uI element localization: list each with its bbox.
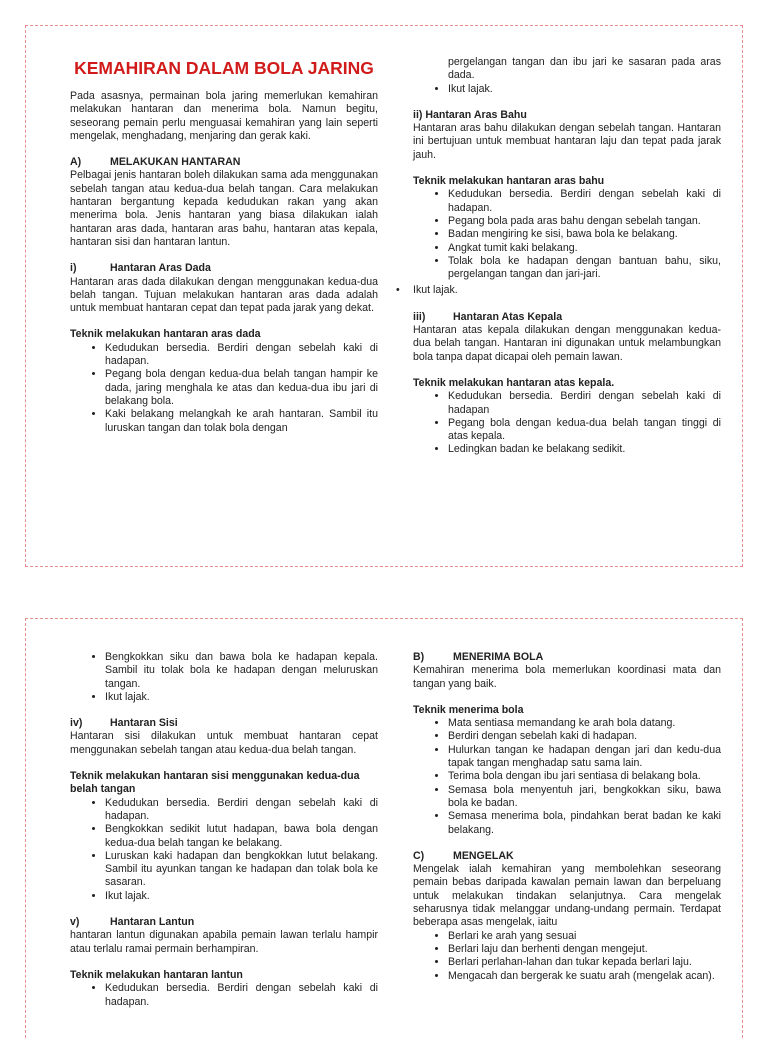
list-item: • Semasa menerima bola, pindahkan berat badan ke kaki belakang. (448, 810, 721, 837)
section-v-text: hantaran lantun digunakan apabila pemain lawan terlalu hampir atau terlalu ramai permain berhampiran. (70, 929, 378, 955)
section-b-heading: B) MENERIMA BOLA (413, 651, 544, 663)
section-iv-text: Hantaran sisi dilakukan untuk membuat hantaran cepat menggunakan sebelah tangan atau kedua-dua belah tangan. (70, 730, 378, 756)
list-item: • Badan mengiring ke sisi, bawa bola ke belakang. (448, 228, 721, 241)
list-item: • Kaki belakang melangkah ke arah hantaran. Sambil itu luruskan tangan dan tolak bola dengan (105, 408, 378, 435)
page2-right-column (413, 651, 721, 983)
technique-heading: Teknik melakukan hantaran sisi menggunakan kedua-dua belah tangan (70, 770, 360, 796)
technique-heading: Teknik melakukan hantaran lantun (70, 968, 243, 981)
technique-list (413, 717, 721, 837)
page1-left-column (70, 58, 378, 435)
list-item: • Bengkokkan sedikit lutut hadapan, bawa bola dengan kedua-dua belah tangan ke belakang. (105, 823, 378, 850)
list-item: • Hulurkan tangan ke hadapan dengan jari dan kedu-dua tapak tangan menghadap satu sama lain. (448, 744, 721, 771)
list-item: • Kedudukan bersedia. Berdiri dengan sebelah kaki di hadapan (448, 390, 721, 417)
page-title: KEMAHIRAN DALAM BOLA JARING (74, 58, 374, 78)
continued-text: pergelangan tangan dan ibu jari ke sasaran pada aras dada. (448, 56, 721, 82)
list-item: • Mata sentiasa memandang ke arah bola datang. (448, 717, 721, 730)
technique-list (70, 342, 378, 435)
list-item: • Luruskan kaki hadapan dan bengkokkan lutut belakang. Sambil itu ayunkan tangan ke hadapan dan tolak bola ke sasaran. (105, 850, 378, 890)
list-item: • Angkat tumit kaki belakang. (448, 242, 721, 255)
list-item: • Pegang bola dengan kedua-dua belah tangan tinggi di atas kepala. (448, 417, 721, 444)
section-c-text: Mengelak ialah kemahiran yang membolehkan seseorang pemain bebas daripada kawalan pemain lawan dan berpeluang untuk melakukan tindakan selanjutnya. Cara mengelak seharusnya tidak melanggar undang-undang permain. Terdapat beberapa asas mengelak, iaitu (413, 863, 721, 929)
technique-list (70, 797, 378, 903)
list-item: • Ikut lajak. (105, 890, 378, 903)
list-item: • Pegang bola dengan kedua-dua belah tangan hampir ke dada, jaring menghala ke atas dan kedua-dua ibu jari di belakang bola. (105, 368, 378, 408)
list-item: • Berlari perlahan-lahan dan tukar kepada berlari laju. (448, 956, 721, 969)
list-item: • Pegang bola pada aras bahu dengan sebelah tangan. (448, 215, 721, 228)
technique-heading: Teknik melakukan hantaran aras dada (70, 328, 261, 341)
list-item: • Kedudukan bersedia. Berdiri dengan sebelah kaki di hadapan. (105, 797, 378, 824)
section-b-text: Kemahiran menerima bola memerlukan koordinasi mata dan tangan yang baik. (413, 664, 721, 690)
technique-heading: Teknik menerima bola (413, 703, 524, 716)
technique-list (70, 982, 378, 1009)
section-ii-text: Hantaran aras bahu dilakukan dengan sebelah tangan. Hantaran ini bertujuan untuk membuat hantaran laju dan tepat pada jarak jauh. (413, 122, 721, 161)
section-i-text: Hantaran aras dada dilakukan dengan menggunakan kedua-dua belah tangan. Tujuan melakukan hantaran aras dada adalah untuk membuat hantaran cepat dan tepat pada jarak yang dekat. (70, 275, 378, 315)
list-item: • Terima bola dengan ibu jari sentiasa di belakang bola. (448, 770, 721, 783)
list-item: • Ikut lajak. (105, 691, 378, 704)
list-item: • Berlari ke arah yang sesuai (448, 930, 721, 943)
list-item: • Tolak bola ke hadapan dengan bantuan bahu, siku, pergelangan tangan dan jari-jari. (448, 255, 721, 282)
list-item: • Mengacah dan bergerak ke suatu arah (mengelak acan). (448, 970, 721, 983)
section-iv-heading: iv) Hantaran Sisi (70, 717, 178, 730)
list-item: • Kedudukan bersedia. Berdiri dengan sebelah kaki di hadapan. (105, 982, 378, 1009)
page1-right-column (396, 56, 721, 457)
section-iii-text: Hantaran atas kepala dilakukan dengan menggunakan kedua-dua belah tangan. Hantaran ini digunakan untuk melambungkan bola tanpa dapat dicapai oleh pemain lawan. (413, 324, 721, 363)
document-page-1 (25, 25, 743, 567)
technique-heading: Teknik melakukan hantaran aras bahu (413, 175, 605, 188)
section-iii-heading: iii) Hantaran Atas Kepala (413, 310, 563, 323)
section-ii-heading: ii) Hantaran Aras Bahu (413, 108, 527, 121)
list-item: • Ikut lajak. (396, 284, 458, 297)
list-item: • Berlari laju dan berhenti dengan mengejut. (448, 943, 721, 956)
list-item: • Kedudukan bersedia. Berdiri dengan sebelah kaki di hadapan. (105, 342, 378, 369)
page2-left-column (70, 651, 378, 1009)
technique-list (70, 651, 378, 704)
list-item: • Kedudukan bersedia. Berdiri dengan sebelah kaki di hadapan. (448, 188, 721, 215)
section-i-heading: i) Hantaran Aras Dada (70, 262, 211, 275)
list-item: • Berdiri dengan sebelah kaki di hadapan. (448, 730, 721, 743)
list-item: • Ikut lajak. (448, 83, 721, 96)
technique-list (413, 188, 721, 281)
intro-paragraph: Pada asasnya, permainan bola jaring memerlukan kemahiran melakukan hantaran dan menerima bola. Namun begitu, seseorang pemain perlu menguasai kemahiran yang lain seperti mengelak, menghadang, menjaring dan gerak kaki. (70, 90, 378, 142)
list-item: • Ledingkan badan ke belakang sedikit. (448, 443, 721, 456)
document-page-2 (25, 618, 743, 1038)
section-a-heading: A) MELAKUKAN HANTARAN (70, 156, 241, 169)
technique-list (413, 390, 721, 456)
technique-heading: Teknik melakukan hantaran atas kepala. (413, 376, 615, 389)
technique-list (413, 83, 721, 96)
section-v-heading: v) Hantaran Lantun (70, 916, 195, 929)
list-item: • Bengkokkan siku dan bawa bola ke hadapan kepala. Sambil itu tolak bola ke hadapan dengan meluruskan tangan. (105, 651, 378, 691)
technique-list (413, 930, 721, 983)
section-a-text: Pelbagai jenis hantaran boleh dilakukan sama ada menggunakan sebelah tangan atau kedua-dua belah tangan. Cara melakukan hantaran bergantung kepada kedudukan rakan yang akan menerima bola. Jenis hantaran yang biasa dilakukan ialah hantaran aras dada, hantaran aras bahu, hantaran atas kepala, hantaran sisi dan hantaran lantun. (70, 169, 378, 248)
list-item: • Semasa bola menyentuh jari, bengkokkan siku, bawa bola ke badan. (448, 784, 721, 811)
section-c-heading: C) MENGELAK (413, 849, 514, 862)
